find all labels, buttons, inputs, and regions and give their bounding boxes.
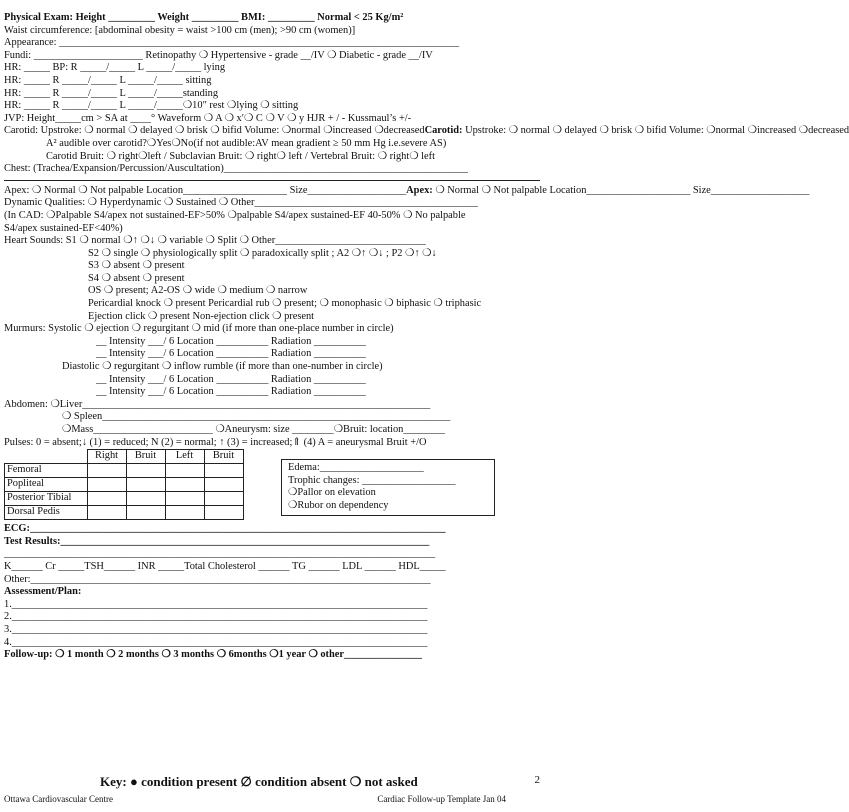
pulses-row xyxy=(5,492,244,506)
form-line: Ejection click ❍ present Non-ejection click ❍ present xyxy=(88,310,315,322)
edema-box xyxy=(281,459,495,515)
edema-line: ❍Pallor on elevation xyxy=(288,487,376,499)
pulses-header-cell: Left xyxy=(165,450,204,464)
edema-line: Trophic changes: __________________ xyxy=(288,474,456,486)
pulses-entry-cell[interactable] xyxy=(204,464,243,478)
form-line: HR: _____ R _____/_____ L _____/_____standing xyxy=(4,87,219,99)
form-line: 2.________________________________________________________________________________ xyxy=(4,611,428,623)
footer-left: Ottawa Cardiovascular Centre xyxy=(4,794,113,804)
pulses-row-label: Posterior Tibial xyxy=(5,492,88,506)
pulses-row xyxy=(5,506,244,520)
form-line: Heart Sounds: S1 ❍ normal ❍↑ ❍↓ ❍ variable ❍ Split ❍ Other_____________________________ xyxy=(4,235,426,247)
pulses-header-cell: Bruit xyxy=(126,450,165,464)
form-line: (In CAD: ❍Palpable S4/apex not sustained-EF>50% ❍palpable S4/apex sustained-EF 40-50% ❍ No palpable xyxy=(4,209,466,221)
form-line: Fundi: _____________________ Retinopathy ❍ Hypertensive - grade __/IV ❍ Diabetic - grade __/IV xyxy=(4,49,433,61)
form-line: Assessment/Plan: xyxy=(4,586,82,598)
form-line: HR: _____ R _____/_____ L _____/_____❍10" rest ❍lying ❍ sitting xyxy=(4,100,299,112)
form-line: Waist circumference: [abdominal obesity = waist >100 cm (men); >90 cm (women)] xyxy=(4,24,356,36)
form-line: OS ❍ present; A2-OS ❍ wide ❍ medium ❍ narrow xyxy=(88,285,308,297)
form-line: Carotid: Upstroke: ❍ normal ❍ delayed ❍ brisk ❍ bifid Volume: ❍normal ❍increased ❍decreasedCarotid: Upstroke: ❍ normal ❍ delayed ❍ brisk ❍ bifid Volume: ❍normal ❍increased ❍decreased xyxy=(4,125,849,137)
pulses-entry-cell[interactable] xyxy=(126,478,165,492)
pulses-entry-cell[interactable] xyxy=(87,478,126,492)
form-line: Apex: ❍ Normal ❍ Not palpable Location____________________ Size___________________Apex: ❍ Normal ❍ Not palpable Location____________________ Size___________________ xyxy=(4,184,810,196)
form-line: Other:_____________________________________________________________________________ xyxy=(4,573,431,585)
form-line: S2 ❍ single ❍ physiologically split ❍ paradoxically split ; A2 ❍↑ ❍↓ ; P2 ❍↑ ❍↓ xyxy=(88,247,437,259)
form-line: 1.________________________________________________________________________________ xyxy=(4,598,428,610)
pulses-row xyxy=(5,478,244,492)
pulses-entry-cell[interactable] xyxy=(165,506,204,520)
footer-right: Cardiac Follow-up Template Jan 04 xyxy=(377,794,506,804)
form-line: ECG:________________________________________________________________________________ xyxy=(4,523,446,535)
cardiac-exam-section xyxy=(4,184,810,449)
pulses-entry-cell[interactable] xyxy=(204,506,243,520)
form-line: Appearance: _____________________________________________________________________________ xyxy=(4,37,460,49)
pulses-row-label: Popliteal xyxy=(5,478,88,492)
pulses-entry-cell[interactable] xyxy=(165,464,204,478)
pulses-entry-cell[interactable] xyxy=(126,464,165,478)
form-line: HR: _____ BP: R _____/_____ L _____/_____ lying xyxy=(4,62,226,74)
edema-line: ❍Rubor on dependency xyxy=(288,499,389,511)
pulses-row xyxy=(5,464,244,478)
pulses-entry-cell[interactable] xyxy=(204,478,243,492)
pulses-header-cell: Bruit xyxy=(204,450,243,464)
pulses-block xyxy=(4,449,540,521)
form-line: Murmurs: Systolic ❍ ejection ❍ regurgitant ❍ mid (if more than one-place number in circle) xyxy=(4,323,394,335)
form-line: Dynamic Qualities: ❍ Hyperdynamic ❍ Sustained ❍ Other___________________________________________ xyxy=(4,197,478,209)
form-line: __ Intensity ___/ 6 Location __________ Radiation __________ xyxy=(96,348,366,360)
pulses-header-cell xyxy=(5,450,88,464)
pulses-entry-cell[interactable] xyxy=(204,492,243,506)
pulses-row-label: Femoral xyxy=(5,464,88,478)
form-line: Carotid Bruit: ❍ right❍left / Subclavian Bruit: ❍ right❍ left / Vertebral Bruit: ❍ right❍ left xyxy=(46,150,436,162)
physical-exam-section xyxy=(4,12,849,176)
form-line: Pericardial knock ❍ present Pericardial rub ❍ present; ❍ monophasic ❍ biphasic ❍ triphasic xyxy=(88,298,482,310)
form-line: S4 ❍ absent ❍ present xyxy=(88,272,185,284)
form-line: Diastolic ❍ regurgitant ❍ inflow rumble (if more than one-number in circle) xyxy=(62,361,383,373)
form-line: A² audible over carotid?❍Yes❍No(if not audible:AV mean gradient ≥ 50 mm Hg i.e.severe AS) xyxy=(46,137,447,149)
form-line: ❍ Spleen___________________________________________________________________ xyxy=(62,411,451,423)
form-line: __ Intensity ___/ 6 Location __________ Radiation __________ xyxy=(96,373,366,385)
form-line: HR: _____ R _____/_____ L _____/_____ sitting xyxy=(4,74,212,86)
pulses-entry-cell[interactable] xyxy=(87,492,126,506)
edema-line: Edema:____________________ xyxy=(288,462,424,474)
form-line: JVP: Height_____cm > SA at ____° Waveform ❍ A ❍ x′❍ C ❍ V ❍ y HJR + / - Kussmaul’s +/- xyxy=(4,112,412,124)
form-line: Abdomen: ❍Liver___________________________________________________________________ xyxy=(4,398,431,410)
form-line: S3 ❍ absent ❍ present xyxy=(88,260,185,272)
form-line: 3.________________________________________________________________________________ xyxy=(4,623,428,635)
pulses-row-label: Dorsal Pedis xyxy=(5,506,88,520)
form-line: 4.________________________________________________________________________________ xyxy=(4,636,428,648)
pulses-entry-cell[interactable] xyxy=(126,492,165,506)
pulses-header-cell: Right xyxy=(87,450,126,464)
form-line: Physical Exam: Height _________ Weight _________ BMI: _________ Normal < 25 Kg/m² xyxy=(4,12,404,23)
pulses-table-header xyxy=(5,450,244,464)
form-line: ❍Mass_______________________ ❍Aneurysm: size ________❍Bruit: location________ xyxy=(62,424,445,435)
pulses-entry-cell[interactable] xyxy=(87,506,126,520)
form-line: ___________________________________________________________________________________ xyxy=(4,548,436,560)
pulses-entry-cell[interactable] xyxy=(126,506,165,520)
form-line: Test Results:_______________________________________________________________________ xyxy=(4,535,430,547)
key-legend: Key: ● condition present ∅ condition absent ❍ not asked xyxy=(100,774,418,789)
pulses-entry-cell[interactable] xyxy=(165,478,204,492)
pulses-table xyxy=(4,449,244,520)
form-line: Follow-up: ❍ 1 month ❍ 2 months ❍ 3 months ❍ 6months ❍1 year ❍ other_______________ xyxy=(4,649,422,661)
form-line: __ Intensity ___/ 6 Location __________ Radiation __________ xyxy=(96,335,366,347)
pulses-entry-cell[interactable] xyxy=(87,464,126,478)
form-line: K______ Cr _____TSH______ INR _____Total Cholesterol ______ TG ______ LDL ______ HDL_____ xyxy=(4,560,446,572)
page-number: 2 xyxy=(534,774,540,786)
form-line: Chest: (Trachea/Expansion/Percussion/Auscultation)_______________________________________________ xyxy=(4,163,468,175)
form-line: __ Intensity ___/ 6 Location __________ Radiation __________ xyxy=(96,386,366,398)
section-divider xyxy=(4,176,540,181)
pulses-entry-cell[interactable] xyxy=(165,492,204,506)
form-page xyxy=(4,12,849,662)
form-line: Pulses: 0 = absent;↓ (1) = reduced; N (2) = normal; ↑ (3) = increased;⇑ (4) A = aneurysmal Bruit +/O xyxy=(4,436,427,448)
form-line: S4/apex sustained-EF<40%) xyxy=(4,222,123,234)
results-section xyxy=(4,523,540,662)
